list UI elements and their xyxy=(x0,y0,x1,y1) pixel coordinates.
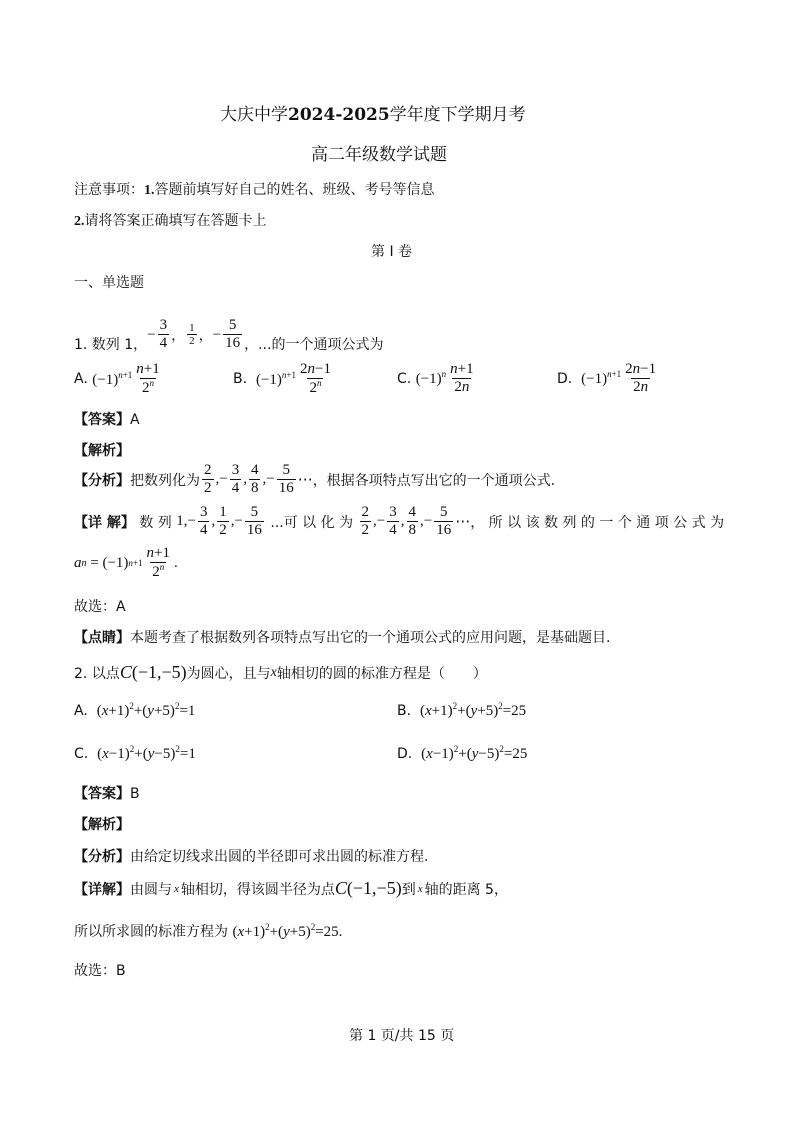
q2-xiangjie-tag: 【详解】 xyxy=(74,881,130,898)
q1-answer-value: A xyxy=(130,412,140,428)
notice-line-2 xyxy=(74,210,267,230)
q2-option-a-label: A. xyxy=(74,703,88,719)
q1-xj-formula-2: $\frac{2}{2}$ ,− $\frac{3}{4}$ , $\frac{4}{8}$ ,− $\frac{5}{16}$ ⋯ xyxy=(361,504,471,538)
q1-xj-text-2: ...可 以 化 为 xyxy=(270,514,354,531)
q2-xiangjie xyxy=(74,878,508,899)
exam-title xyxy=(220,100,526,125)
q2-xj-line-2-text: 所以所求圆的标准方程为 xyxy=(74,924,228,940)
q2-option-d xyxy=(397,744,527,763)
notice-line-1 xyxy=(74,179,435,199)
q1-dianjing-tag: 【点睛】 xyxy=(74,630,130,646)
q1-option-c-label: C. xyxy=(397,370,412,387)
q1-option-d-frac: $\frac{2n-1}{2n}$ xyxy=(625,361,657,395)
q2-stem-suffix: 轴相切的圆的标准方程是（ ） xyxy=(276,665,487,682)
q1-neg-3: − xyxy=(212,326,222,343)
q2-option-d-label: D. xyxy=(397,746,413,762)
q1-frac-3-num: 5 xyxy=(228,317,237,334)
q1-option-d xyxy=(557,362,660,395)
notice-num-2: 2. xyxy=(74,214,85,229)
q2-xj-x-2: x xyxy=(417,882,423,895)
q2-xj-line-2 xyxy=(74,921,342,941)
q1-comma-1: ， xyxy=(171,328,186,344)
q1-stem-suffix: ，...的一个通项公式为 xyxy=(244,337,384,353)
q1-comma-2: ， xyxy=(198,328,213,344)
q2-fenxi-tag: 【分析】 xyxy=(74,849,130,865)
q1-answer-tag: 【答案】 xyxy=(74,412,130,428)
q1-fenxi-text-1: 把数列化为 xyxy=(130,472,200,489)
q2-xj-point: C(−1,−5) xyxy=(334,878,402,898)
q2-stem-prefix: 2. 以点 xyxy=(74,665,120,682)
q1-frac-2 xyxy=(187,323,197,348)
section-heading: 一、单选题 xyxy=(74,275,144,291)
q2-stem xyxy=(74,662,487,683)
q2-answer xyxy=(74,783,140,803)
q1-option-a-label: A. xyxy=(74,371,88,388)
q2-final-eq: $(x+1)^2+(y+5)^2=25$. xyxy=(232,922,343,940)
q1-option-c-formula: $(-1)^n$ xyxy=(415,369,447,388)
q2-option-c-eq: $(x-1)^2+(y-5)^2=1$ xyxy=(97,744,196,762)
notice-text-1: 答题前填写好自己的姓名、班级、考号等信息 xyxy=(154,182,435,198)
q1-choose: 故选：A xyxy=(74,599,126,615)
q1-frac-2-num: 1 xyxy=(189,321,195,334)
q2-option-c xyxy=(74,744,196,763)
q1-option-c-frac: $\frac{n+1}{2n}$ xyxy=(450,361,474,395)
q2-xj-text-1: 由圆与 xyxy=(130,881,172,898)
q2-option-b xyxy=(397,701,526,720)
q1-fenxi-text-2: ，根据各项特点写出它的一个通项公式. xyxy=(312,472,556,489)
q2-analysis-tag: 【解析】 xyxy=(74,817,130,833)
notice-label: 注意事项： xyxy=(74,182,144,198)
q2-option-b-label: B. xyxy=(397,703,412,719)
q2-fenxi xyxy=(74,846,428,866)
q2-answer-value: B xyxy=(130,786,140,802)
q1-dianjing xyxy=(74,627,610,647)
q1-answer xyxy=(74,409,140,429)
q1-frac-3-den: 16 xyxy=(225,335,241,352)
title-suffix: 学年度下学期月考 xyxy=(389,105,526,125)
q1-option-a-frac: $\frac{n+1}{2^n}$ xyxy=(136,361,160,396)
q1-frac-3 xyxy=(223,318,242,351)
q1-xj-text-1: 数 列 xyxy=(139,514,172,531)
q2-xj-x-1: x xyxy=(174,882,179,895)
q1-frac-1 xyxy=(158,318,170,351)
q1-option-b-label: B. xyxy=(233,371,248,388)
q1-frac-1-den: 4 xyxy=(159,335,168,352)
q1-option-c xyxy=(397,362,478,395)
q1-xj-text-3: ， 所 以 该 数 列 的 一 个 通 项 公 式 为 xyxy=(470,514,725,531)
q1-option-b-formula: $(-1)^{n+1}$ xyxy=(255,369,296,388)
volume-heading: 第 I 卷 xyxy=(371,244,413,260)
q1-analysis-tag: 【解析】 xyxy=(74,443,130,459)
q1-option-b xyxy=(233,362,335,396)
q1-option-d-formula: $(-1)^{n+1}$ xyxy=(581,369,622,388)
q2-option-a xyxy=(74,701,195,720)
exam-subtitle: 高二年级数学试题 xyxy=(311,145,447,165)
q2-xj-text-3: 到 xyxy=(401,881,416,898)
q2-choose: 故选：B xyxy=(74,963,126,979)
q2-option-b-eq: $(x+1)^2+(y+5)^2=25$ xyxy=(419,701,527,719)
q1-fenxi xyxy=(74,463,555,496)
q2-center-point: C(−1,−5) xyxy=(119,662,187,682)
title-prefix: 大庆中学 xyxy=(220,105,288,125)
notice-num-1: 1. xyxy=(144,183,155,198)
q1-option-a xyxy=(74,362,164,396)
q2-option-d-eq: $(x-1)^2+(y-5)^2=25$ xyxy=(421,744,528,762)
q1-fenxi-tag: 【分析】 xyxy=(74,472,130,489)
q2-fenxi-text: 由给定切线求出圆的半径即可求出圆的标准方程. xyxy=(130,849,429,865)
q1-option-b-frac: $\frac{2n-1}{2^n}$ xyxy=(300,361,331,396)
page-number: 第 1 页/共 15 页 xyxy=(349,1028,455,1044)
q1-xiangjie xyxy=(74,505,724,538)
q1-stem-prefix: 1. 数列 1， xyxy=(74,337,148,353)
q1-general-term: a n = (−1) n+1 $\frac{n+1}{2^n}$ . xyxy=(74,545,178,580)
q1-frac-2-den: 2 xyxy=(189,335,195,348)
q2-stem-mid: 为圆心，且与 xyxy=(186,665,271,682)
notice-text-2: 请将答案正确填写在答题卡上 xyxy=(84,213,267,229)
q2-xj-text-4: 轴的距离 5， xyxy=(424,881,508,898)
q1-stem xyxy=(74,305,383,365)
q2-option-a-eq: $(x+1)^2+(y+5)^2=1$ xyxy=(96,701,196,719)
q1-xj-formula-1: 1,− $\frac{3}{4}$ , $\frac{1}{2}$ ,− $\frac{5}{16}$ xyxy=(176,504,262,538)
q1-xiangjie-tag: 【详 解】 xyxy=(74,514,135,531)
q1-fenxi-formula: $\frac{2}{2}$ ,− $\frac{3}{4}$ , $\frac{4}{8}$ ,− $\frac{5}{16}$ ⋯ xyxy=(204,462,313,496)
title-year: 2024-2025 xyxy=(288,105,390,125)
q2-xj-text-2: 轴相切，得该圆半径为点 xyxy=(180,881,335,898)
q2-answer-tag: 【答案】 xyxy=(74,786,130,802)
q1-dianjing-text: 本题考查了根据数列各项特点写出它的一个通项公式的应用问题，是基础题目. xyxy=(130,630,611,646)
q2-option-c-label: C. xyxy=(74,746,89,762)
q1-neg-1: − xyxy=(147,326,156,343)
q1-option-a-formula: $(-1)^{n+1}$ xyxy=(92,369,133,388)
q1-option-d-label: D. xyxy=(557,370,573,387)
q2-x-var: x xyxy=(270,664,277,680)
q1-frac-1-num: 3 xyxy=(159,317,168,334)
